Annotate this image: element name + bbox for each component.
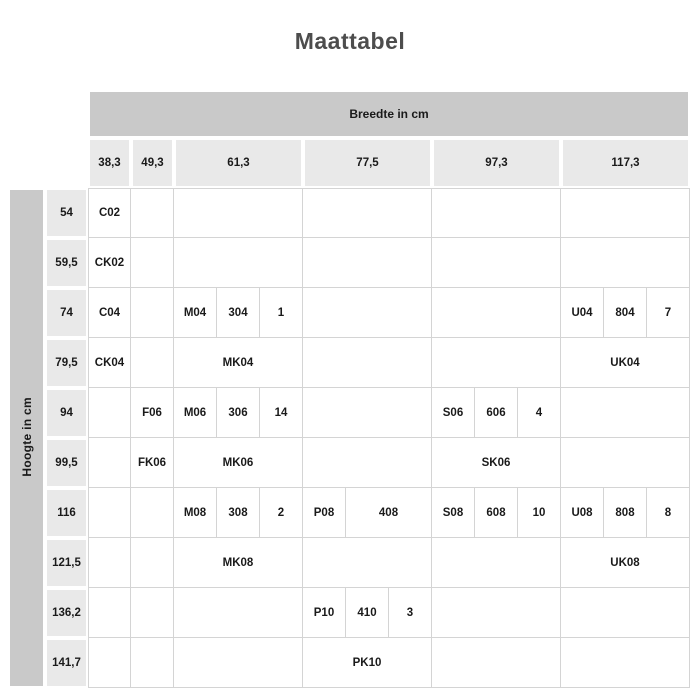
size-cell: S08	[432, 488, 475, 538]
size-cell: 608	[475, 488, 518, 538]
table-row	[8, 238, 690, 288]
row-header-cell: 74	[45, 288, 88, 338]
size-cell: 410	[346, 588, 389, 638]
size-cell: M04	[174, 288, 217, 338]
size-cell: 606	[475, 388, 518, 438]
size-cell: 14	[260, 388, 303, 438]
empty-cell	[174, 638, 303, 688]
empty-cell	[174, 188, 303, 238]
empty-cell	[432, 188, 561, 238]
table-row	[8, 188, 690, 238]
row-header-cell: 136,2	[45, 588, 88, 638]
table-row	[8, 438, 690, 488]
empty-cell	[131, 488, 174, 538]
empty-cell	[303, 388, 432, 438]
size-cell: U04	[561, 288, 604, 338]
size-cell: 808	[604, 488, 647, 538]
table-corner	[8, 90, 88, 138]
row-header-cell: 59,5	[45, 238, 88, 288]
empty-cell	[561, 588, 690, 638]
table-row	[8, 588, 690, 638]
empty-cell	[432, 288, 561, 338]
row-axis-label: Hoogte in cm	[19, 396, 34, 477]
size-cell: 1	[260, 288, 303, 338]
size-cell: 408	[346, 488, 432, 538]
empty-cell	[131, 238, 174, 288]
empty-cell	[88, 388, 131, 438]
size-table	[8, 90, 690, 688]
empty-cell	[88, 488, 131, 538]
size-cell: 304	[217, 288, 260, 338]
table-row	[8, 288, 690, 338]
row-header-cell: 99,5	[45, 438, 88, 488]
row-header-cell: 121,5	[45, 538, 88, 588]
empty-cell	[303, 538, 432, 588]
size-cell: F06	[131, 388, 174, 438]
size-cell: MK06	[174, 438, 303, 488]
size-cell: C02	[88, 188, 131, 238]
empty-cell	[303, 288, 432, 338]
empty-cell	[303, 438, 432, 488]
empty-cell	[88, 638, 131, 688]
size-cell: CK02	[88, 238, 131, 288]
empty-cell	[561, 388, 690, 438]
size-cell: MK08	[174, 538, 303, 588]
col-header-cell: 97,3	[432, 138, 561, 188]
size-cell: MK04	[174, 338, 303, 388]
size-cell: 306	[217, 388, 260, 438]
table-head	[8, 90, 690, 188]
size-cell: 8	[647, 488, 690, 538]
size-cell: C04	[88, 288, 131, 338]
table-body	[8, 188, 690, 688]
col-header-cell: 117,3	[561, 138, 690, 188]
col-header-cell: 77,5	[303, 138, 432, 188]
empty-cell	[131, 638, 174, 688]
col-header-cell: 38,3	[88, 138, 131, 188]
size-cell: SK06	[432, 438, 561, 488]
empty-cell	[88, 588, 131, 638]
empty-cell	[303, 188, 432, 238]
empty-cell	[131, 538, 174, 588]
table-row	[8, 388, 690, 438]
size-cell: 308	[217, 488, 260, 538]
empty-cell	[174, 588, 303, 638]
size-cell: S06	[432, 388, 475, 438]
row-header-cell: 141,7	[45, 638, 88, 688]
empty-cell	[432, 338, 561, 388]
table-row	[8, 488, 690, 538]
size-cell: 3	[389, 588, 432, 638]
empty-cell	[131, 188, 174, 238]
empty-cell	[131, 338, 174, 388]
size-cell: U08	[561, 488, 604, 538]
empty-cell	[131, 288, 174, 338]
size-cell: 10	[518, 488, 561, 538]
row-header-cell: 94	[45, 388, 88, 438]
row-header-cell: 54	[45, 188, 88, 238]
empty-cell	[561, 438, 690, 488]
size-cell: UK08	[561, 538, 690, 588]
size-cell: P08	[303, 488, 346, 538]
col-axis-header: Breedte in cm	[88, 90, 690, 138]
size-cell: PK10	[303, 638, 432, 688]
empty-cell	[432, 238, 561, 288]
empty-cell	[561, 188, 690, 238]
size-cell: CK04	[88, 338, 131, 388]
size-cell: FK06	[131, 438, 174, 488]
table-row	[8, 638, 690, 688]
row-header-cell: 116	[45, 488, 88, 538]
size-cell: M06	[174, 388, 217, 438]
empty-cell	[561, 638, 690, 688]
size-cell: 7	[647, 288, 690, 338]
size-cell: 4	[518, 388, 561, 438]
size-cell: M08	[174, 488, 217, 538]
empty-cell	[303, 238, 432, 288]
col-header-cell: 61,3	[174, 138, 303, 188]
empty-cell	[88, 438, 131, 488]
empty-cell	[432, 538, 561, 588]
empty-cell	[432, 588, 561, 638]
empty-cell	[303, 338, 432, 388]
empty-cell	[432, 638, 561, 688]
table-row	[8, 338, 690, 388]
empty-cell	[174, 238, 303, 288]
size-cell: P10	[303, 588, 346, 638]
size-cell: UK04	[561, 338, 690, 388]
size-cell: 2	[260, 488, 303, 538]
empty-cell	[131, 588, 174, 638]
page-title: Maattabel	[294, 28, 406, 54]
empty-cell	[561, 238, 690, 288]
row-header-cell: 79,5	[45, 338, 88, 388]
table-corner	[8, 138, 88, 188]
size-cell: 804	[604, 288, 647, 338]
col-header-cell: 49,3	[131, 138, 174, 188]
table-row	[8, 538, 690, 588]
row-axis-header	[8, 188, 45, 688]
empty-cell	[88, 538, 131, 588]
